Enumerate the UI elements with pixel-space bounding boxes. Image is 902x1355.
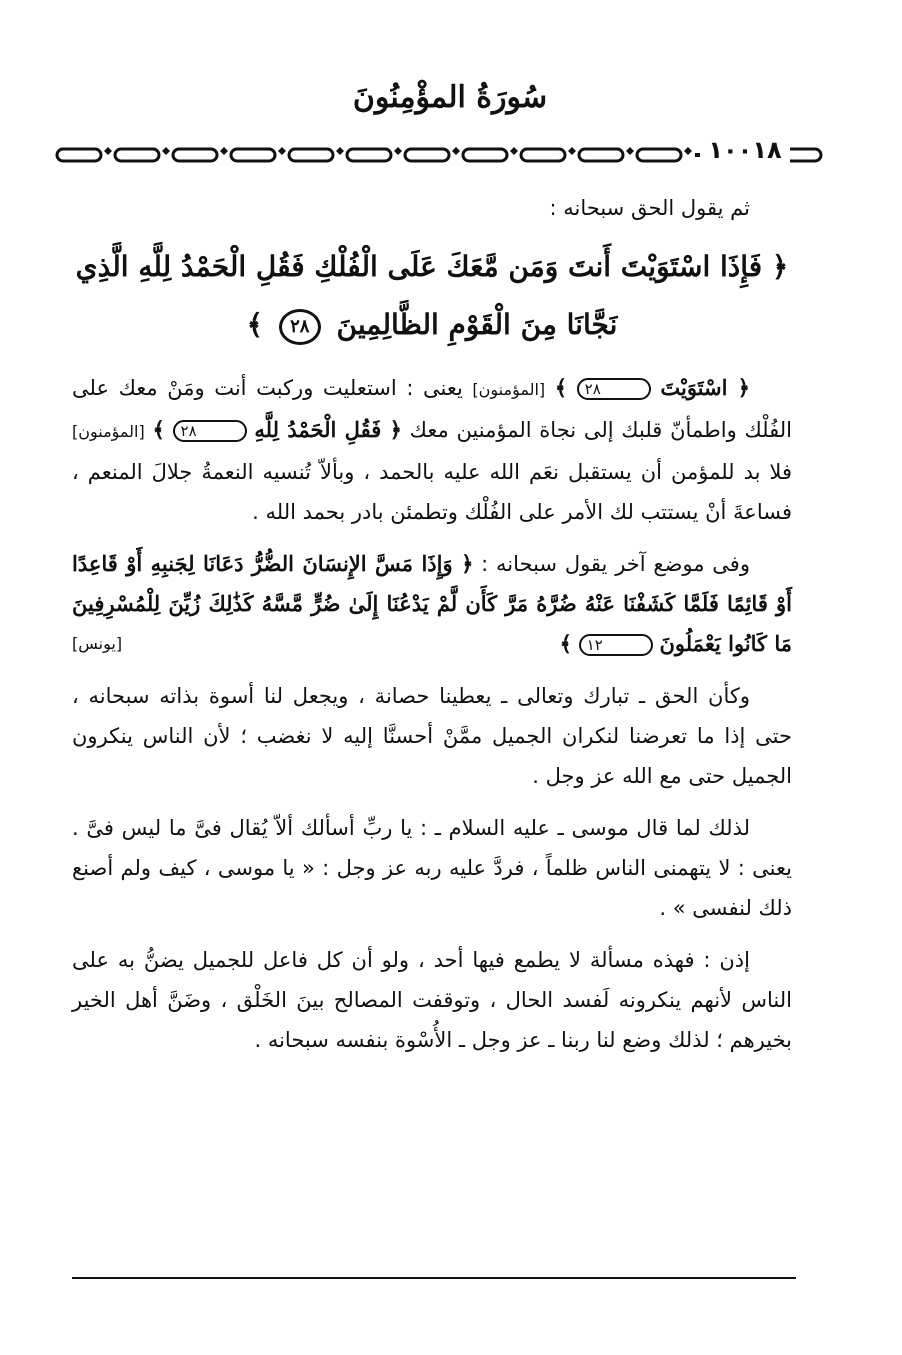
paragraph-1-text-a: يعنى : استعليت وركبت أنت ومَنْ معك على الفُلْك واطمأنّ قلبك إلى نجاة المؤمنين معك (72, 376, 792, 442)
quote-word-close: ﴾ (554, 375, 568, 400)
quote-word-open: ﴿ اسْتَوَيْتَ (660, 375, 750, 400)
page-body (72, 188, 792, 1072)
paragraph-2 (72, 544, 792, 664)
quote-2-close: ﴾ (152, 417, 165, 442)
verse-line-1: ﴿ فَإِذَا اسْتَوَيْتَ أَنتَ وَمَن مَّعَكَ عَلَى الْفُلْكِ فَقُلِ الْحَمْدُ لِلَّهِ الَّذِي (75, 250, 789, 283)
sura-title: سُورَةُ المؤْمِنُونَ (352, 80, 548, 115)
paragraph-2-text: وفى موضع آخر يقول سبحانه : (481, 552, 750, 576)
verse-close-bracket: ﴾ (246, 308, 264, 341)
quote-yunus: ﴿ وَإِذَا مَسَّ الإِنسَانَ الضُّرُّ دَعَانَا لِجَنبِهِ أَوْ قَاعِدًا أَوْ قَائِمًا فَلَمَّا كَشَفْنَا عَنْهُ ضُرَّهُ مَرَّ كَأَن لَّمْ يَدْعُنَا إِلَىٰ ضُرٍّ مَّسَّهُ كَذَٰلِكَ زُيِّنَ لِلْمُسْرِفِينَ مَا كَانُوا يَعْمَلُونَ (72, 551, 792, 656)
paragraph-4: لذلك لما قال موسى ـ عليه السلام ـ : يا ربِّ أسألك ألاّ يُقال فىَّ ما ليس فىَّ . يعنى : لا يتهمنى الناس ظلماً ، فردَّ عليه ربه عز وجل : « يا موسى ، كيف ولم أصنع ذلك لنفسى » . (72, 816, 792, 920)
sura-reference: [المؤمنون] (472, 380, 546, 399)
quote-2-ayah-number: ٢٨ (173, 420, 247, 442)
verse-line-2-text: نَجَّانَا مِنَ الْقَوْمِ الظَّالِمِينَ (336, 308, 618, 341)
paragraph-1 (72, 368, 792, 532)
ayah-number: ٢٨ (279, 309, 321, 345)
quote-2-open: ﴿ فَقُلِ الْحَمْدُ لِلَّهِ (254, 417, 402, 442)
quote-yunus-close: ﴾ (559, 631, 572, 656)
footer-rule (72, 1277, 796, 1279)
sura-reference-yunus: [يونس] (72, 634, 123, 653)
verse-line-2 (72, 296, 792, 354)
quote-yunus-number: ١٢ (579, 634, 653, 656)
quote-ayah-number: ٢٨ (577, 378, 651, 400)
page-number: ١٠٠١٨ (700, 136, 790, 164)
quran-verse (72, 238, 792, 354)
paragraph-5: إذن : فهذه مسألة لا يطمع فيها أحد ، ولو أن كل فاعل للجميل يضنُّ به على الناس لأنهم ينكرونه لَفسد الحال ، وتوقفت المصالح بينَ الخَلْق ، وضَنَّ أهل الخير بخيرهم ؛ لذلك وضع لنا ربنا ـ عز وجل ـ الأُسْوة بنفسه سبحانه . (72, 948, 792, 1052)
paragraph-1-text-b: فلا بد للمؤمن أن يستقبل نعَم الله عليه بالحمد ، وبألاّ تُنسيه النعمةُ جلالَ المنعم ، فساعةَ أنْ يستتب لك الأمر على الفُلْك وتطمئن بادر بحمد الله . (72, 460, 792, 524)
paragraph-3: وكأن الحق ـ تبارك وتعالى ـ يعطينا حصانة ، ويجعل لنا أسوة بذاته سبحانه ، حتى إذا ما تعرضنا لنكران الجميل ممَّنْ أحسنَّا إليه لا نغضب ؛ لأن الناس ينكرون الجميل حتى مع الله عز وجل . (72, 684, 792, 788)
sura-reference-2: [المؤمنون] (72, 422, 145, 441)
intro-line: ثم يقول الحق سبحانه : (549, 196, 750, 220)
